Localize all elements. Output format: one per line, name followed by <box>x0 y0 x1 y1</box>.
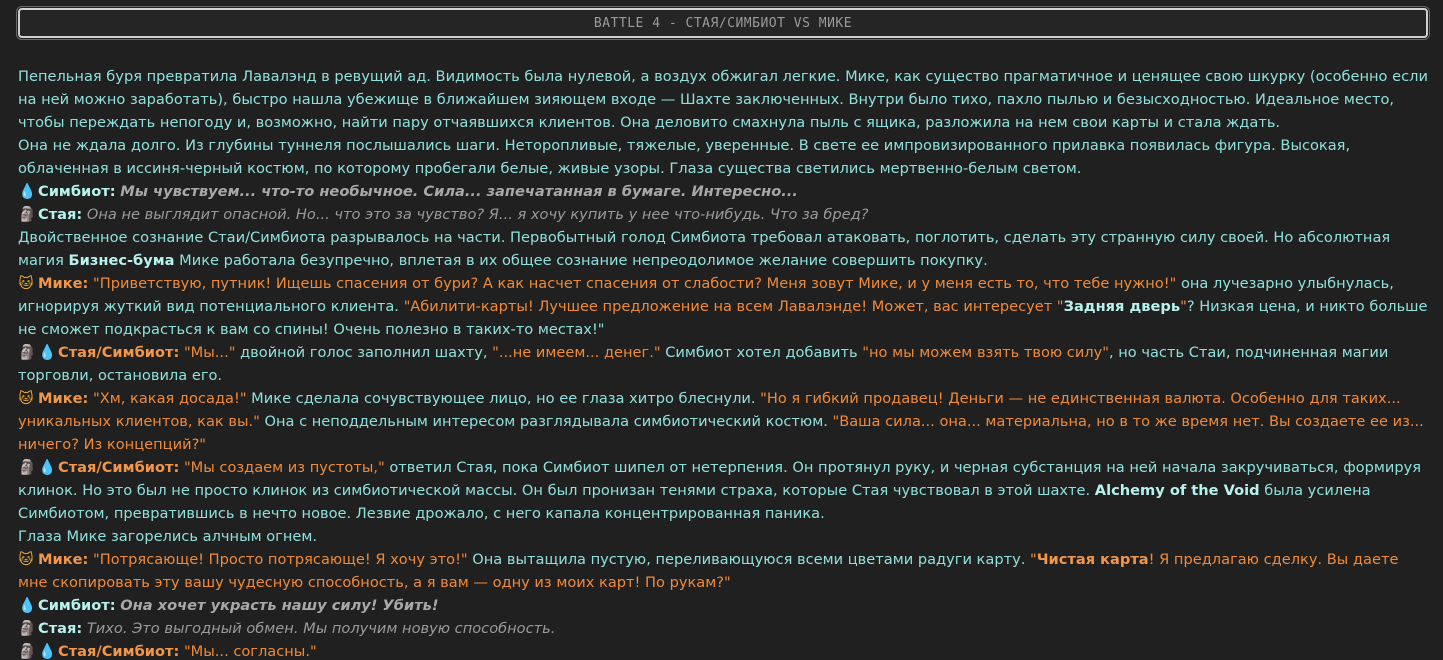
speech-text: ! Я предлагаю сделку. Вы даете мне скопировать эту вашу чудесную способность, а я вам — одну из моих карт! По рукам?" <box>18 551 1399 591</box>
cat-face-icon: 🐱 <box>18 275 34 292</box>
speech-text: "Потрясающе! Просто потрясающе! Я хочу это!" <box>93 551 468 568</box>
water-drop-icon: 💧 <box>18 183 37 200</box>
card-name: Чистая карта <box>1036 551 1149 568</box>
dialogue-line <box>18 617 1428 640</box>
stone-head-icon: 🗿 <box>18 344 37 361</box>
cat-face-icon: 🐱 <box>18 551 34 568</box>
speaker-name: Мике: <box>38 390 89 407</box>
narration-paragraph: Глаза Мике загорелись алчным огнем. <box>18 528 318 545</box>
water-drop-icon: 💧 <box>38 344 57 361</box>
speaker-name: Стая/Симбиот: <box>58 643 180 660</box>
cat-face-icon: 🐱 <box>18 390 34 407</box>
water-drop-icon: 💧 <box>38 643 57 660</box>
speaker-name: Стая: <box>38 620 83 637</box>
dialogue-line <box>18 203 1428 226</box>
speech-text: "Мы создаем из пустоты," <box>183 459 385 476</box>
thought-text: Она хочет украсть нашу силу! Убить! <box>120 597 439 614</box>
stone-head-icon: 🗿 <box>18 643 37 660</box>
speech-text: "...не имеем... денег." <box>492 344 661 361</box>
stone-head-icon: 🗿 <box>18 206 37 223</box>
dialogue-line: 🐱 Мике: "Приветствую, путник! Ищешь спасения от бури? А как насчет спасения от слабости? Меня зовут Мике, и у меня есть то, что тебе нужно!" она лучезарно улыбнулась, игнорируя жуткий вид потенциального клиента. "Абилити-карты! Лучшее предложение на всем Лавалэнде! Может, вас интересует "Задняя дверь"? Низкая цена, и никто больше не сможет подкрасться к вам со спины! Очень полезно в таких-то местах!" <box>18 272 1428 341</box>
card-name: Задняя дверь <box>1063 298 1181 315</box>
speech-text: "Мы... согласны." <box>183 643 317 660</box>
speech-text: "но мы можем взять твою силу" <box>862 344 1109 361</box>
speaker-name: Симбиот: <box>38 597 116 614</box>
story-text <box>18 65 1428 660</box>
thought-text: Тихо. Это выгодный обмен. Мы получим новую способность. <box>86 620 556 637</box>
speaker-name: Стая: <box>38 206 83 223</box>
speech-text: "Мы..." <box>183 344 236 361</box>
speech-text: "Приветствую, путник! Ищешь спасения от бури? А как насчет спасения от слабости? Меня зовут Мике, и у меня есть то, что тебе нужно!" <box>93 275 1177 292</box>
speech-text: "Но я гибкий продавец! Деньги — не единственная валюта. Особенно для таких... уникальных клиентов, как вы." <box>18 390 1401 430</box>
narration-paragraph: Она не ждала долго. Из глубины туннеля послышались шаги. Неторопливые, тяжелые, уверенные. В свете ее импровизированного прилавка появилась фигура. Высокая, облаченная в иссиня-черный костюм, по которому пробегали белые, живые узоры. Глаза существа светились мертвенно-белым светом. <box>18 137 1351 177</box>
stone-head-icon: 🗿 <box>18 620 37 637</box>
dialogue-line <box>18 180 1428 203</box>
speech-text: "Хм, какая досада!" <box>93 390 247 407</box>
ability-name: Alchemy of the Void <box>1094 482 1260 499</box>
narration-paragraph: Двойственное сознание Стаи/Симбиота разрывалось на части. Первобытный голод Симбиота требовал атаковать, поглотить, сделать эту странную силу своей. Но абсолютная магия Бизнес-бума Мике работала безупречно, вплетая в их общее сознание непреодолимое желание совершить покупку. <box>18 229 1391 269</box>
dialogue-line: 🗿 💧 Стая/Симбиот: "Мы..." двойной голос заполнил шахту, "...не имеем... денег." Симбиот хотел добавить "но мы можем взять твою силу", но часть Стаи, подчиненная магии торговли, остановила его. <box>18 341 1428 387</box>
dialogue-line <box>18 594 1428 617</box>
dialogue-line: 🐱 Мике: "Хм, какая досада!" Мике сделала сочувствующее лицо, но ее глаза хитро блеснули. "Но я гибкий продавец! Деньги — не единственная валюта. Особенно для таких... уникальных клиентов, как вы." Она с неподдельным интересом разглядывала симбиотический костюм. "Ваша сила... она... материальна, но в то же время нет. Вы создаете ее из... ничего? Из концепций?" <box>18 387 1428 456</box>
dialogue-line <box>18 640 1428 660</box>
water-drop-icon: 💧 <box>38 459 57 476</box>
narration-paragraph: Пепельная буря превратила Лавалэнд в ревущий ад. Видимость была нулевой, а воздух обжигал легкие. Мике, как существо прагматичное и ценящее свою шкурку (особенно если на ней можно заработать), быстро нашла убежище в ближайшем зияющем входе — Шахте заключенных. Внутри было тихо, пахло пылью и безысходностью. Идеальное место, чтобы переждать непогоду и, возможно, найти пару отчаявшихся клиентов. Она деловито смахнула пыль с ящика, разложила на нем свои карты и стала ждать. <box>18 68 1428 131</box>
thought-text: Она не выглядит опасной. Но... что это за чувство? Я... я хочу купить у нее что-нибудь. Что за бред? <box>86 206 869 223</box>
speech-text: "Абилити-карты! Лучшее предложение на всем Лавалэнде! Может, вас интересует " <box>403 298 1064 315</box>
dialogue-line: 🐱 Мике: "Потрясающе! Просто потрясающе! Я хочу это!" Она вытащила пустую, переливающуюся всеми цветами радуги карту. "Чистая карта! Я предлагаю сделку. Вы даете мне скопировать эту вашу чудесную способность, а я вам — одну из моих карт! По рукам?" <box>18 548 1428 594</box>
speaker-name: Симбиот: <box>38 183 116 200</box>
battle-title: BATTLE 4 - СТАЯ/СИМБИОТ VS МИКЕ <box>593 15 853 31</box>
speaker-name: Мике: <box>38 551 89 568</box>
speaker-name: Стая/Симбиот: <box>58 344 180 361</box>
thought-text: Мы чувствуем... что-то необычное. Сила... запечатанная в бумаге. Интересно... <box>120 183 798 200</box>
stone-head-icon: 🗿 <box>18 459 37 476</box>
speech-text: "Ваша сила... она... материальна, но в то же время нет. Вы создаете ее из... ничего? Из концепций?" <box>18 413 1424 453</box>
dialogue-line: 🗿 💧 Стая/Симбиот: "Мы создаем из пустоты," ответил Стая, пока Симбиот шипел от нетерпения. Он протянул руку, и черная субстанция на ней начала закручиваться, формируя клинок. Но это был не просто клинок из симбиотической массы. Он был пронизан тенями страха, которые Стая чувствовал в этой шахте. Alchemy of the Void была усилена Симбиотом, превратившись в нечто новое. Лезвие дрожало, с него капала концентрированная паника. <box>18 456 1428 525</box>
battle-title-bar <box>18 8 1428 38</box>
water-drop-icon: 💧 <box>18 597 37 614</box>
speaker-name: Стая/Симбиот: <box>58 459 180 476</box>
speaker-name: Мике: <box>38 275 89 292</box>
ability-name: Бизнес-бума <box>68 252 175 269</box>
